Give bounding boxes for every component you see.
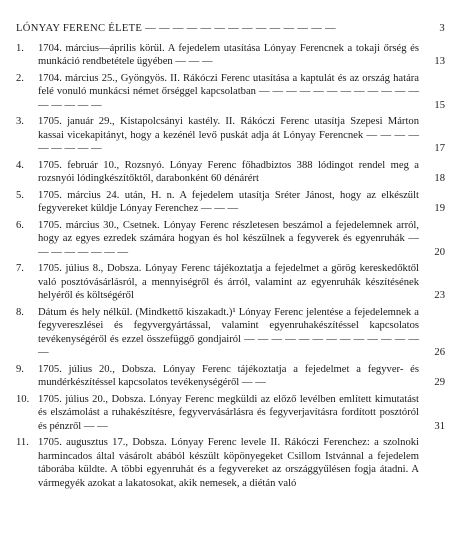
entry-number: 9. <box>16 363 24 375</box>
dot-leader: — — — — — — — — — — — — — — — — — <box>38 86 419 111</box>
entry-text: 1704. március 25., Gyöngyös. II. Rákóczi Ferenc utasítása a kaptulát és az ország határa felé vonuló munkácsi német őrséggel kapcsolatban <box>38 72 419 97</box>
entry-text: 1705. február 10., Rozsnyó. Lónyay Ferenc főhadbiztos 388 lódingot rendel meg a rozsnyói lódingkészítőktől, darabonként 60 dénárért <box>38 159 419 184</box>
entry-page-number: 26 <box>434 347 445 358</box>
toc-entry <box>16 219 445 260</box>
toc-entry <box>16 42 445 69</box>
entry-number: 11. <box>16 437 29 448</box>
toc-entry-list <box>16 42 445 491</box>
entry-text: 1705. március 30., Csetnek. Lónyay Ferenc részletesen beszámol a fejedelemnek arról, hogy az egyes ezredek számára hogyan és hol készülnek a fegyverek és egyenruhák <box>38 219 419 244</box>
entry-number: 2. <box>16 72 24 84</box>
entry-text: 1704. március—április körül. A fejedelem utasítása Lónyay Ferencnek a tokaji őrség és munkáció rendbetétele ügyében <box>38 42 419 67</box>
dot-leader: — — <box>239 377 266 388</box>
entry-number: 5. <box>16 189 24 201</box>
entry-number: 7. <box>16 263 24 274</box>
toc-entry <box>16 436 445 490</box>
entry-number: 6. <box>16 219 24 231</box>
dot-leader: — — — — — — — — — <box>38 129 419 154</box>
toc-title-page-number: 3 <box>439 23 445 34</box>
toc-entry <box>16 306 445 360</box>
dot-leader: — — — — — — — — <box>38 233 419 258</box>
toc-title: LÓNYAY FERENC ÉLETE <box>16 23 143 34</box>
entry-number: 10. <box>16 393 30 405</box>
entry-number: 3. <box>16 116 24 127</box>
toc-entry <box>16 363 445 390</box>
dot-leader: — — — <box>172 56 213 67</box>
entry-page-number: 15 <box>434 99 445 111</box>
entry-number: 8. <box>16 306 24 318</box>
entry-page-number: 19 <box>434 203 445 214</box>
entry-page-number: 29 <box>434 377 445 388</box>
toc-entry <box>16 189 445 216</box>
toc-entry <box>16 115 445 156</box>
entry-text: 1705. július 20., Dobsza. Lónyay Ferenc tájékoztatja a fejedelmet a fegyver- és mundérkészítéssel kapcsolatos tevékenységéről <box>38 363 419 388</box>
entry-text: 1705. augusztus 17., Dobsza. Lónyay Ferenc levele II. Rákóczi Ferenchez: a szolnoki harmincados által vásárolt abából készült köpönyegeket Csillom Istvánnal a fejedelem táborába küldte. A többi egyenruhát és a fegyvereket az országgyűlésen fogja átadni. A vármegyék azokat a lakatosokat, akik nemesek, a diétán való <box>38 437 419 489</box>
entry-page-number: 23 <box>434 290 445 301</box>
entry-text: 1705. március 24. után, H. n. A fejedelem utasítja Sréter Jánost, hogy az elkészült fegyvereket küldje Lónyay Ferenchez <box>38 189 419 214</box>
dot-leader: — — — <box>198 203 239 214</box>
dot-leader: — — — — — — — — — — — — — — <box>142 23 336 34</box>
entry-page-number: 17 <box>434 143 445 154</box>
toc-entry <box>16 159 445 186</box>
entry-text: 1705. július 8., Dobsza. Lónyay Ferenc tájékoztatja a fejedelmet a görög kereskedőktől való posztóvásárlásról, a mennyiségről és árról, valamint az egyenruhák készítésének helyéről és költségéről <box>38 263 419 301</box>
entry-text: Dátum és hely nélkül. (Mindkettő kiszakadt.)¹ Lónyay Ferenc jelentése a fejedelemnek a fegyvereszlései és fegyvergyártással, valamint egyenruhakészítéssel kapcsolatos tevékenységéről és ezzel összefüggő gondjairól <box>38 306 419 345</box>
entry-number: 4. <box>16 159 24 171</box>
toc-entry <box>16 262 445 303</box>
toc-entry <box>16 72 445 113</box>
entry-number: 1. <box>16 42 24 54</box>
dot-leader: — — — — — — — — — — — — — — <box>38 333 419 358</box>
entry-page-number: 18 <box>434 173 445 184</box>
entry-text: 1705. január 29., Kistapolcsányi kastély. II. Rákóczi Ferenc utasítja Szepesi Márton kassai vicekapitányt, hogy a kezénél levő puskát adja át Lónyay Ferencnek <box>38 116 419 141</box>
toc-title-row <box>16 22 445 36</box>
entry-page-number: 31 <box>434 420 445 432</box>
dot-leader: — — <box>81 420 108 432</box>
entry-page-number: 13 <box>434 56 445 67</box>
toc-entry <box>16 393 445 434</box>
entry-text: 1705. július 20., Dobsza. Lónyay Ferenc megküldi az előző levélben említett kimutatást és elszámolást a ruhakészítésre, fegyvervásárlásra és fegyverjavításra fordított posztóról és pénzről <box>38 393 419 432</box>
entry-page-number: 20 <box>434 246 445 258</box>
